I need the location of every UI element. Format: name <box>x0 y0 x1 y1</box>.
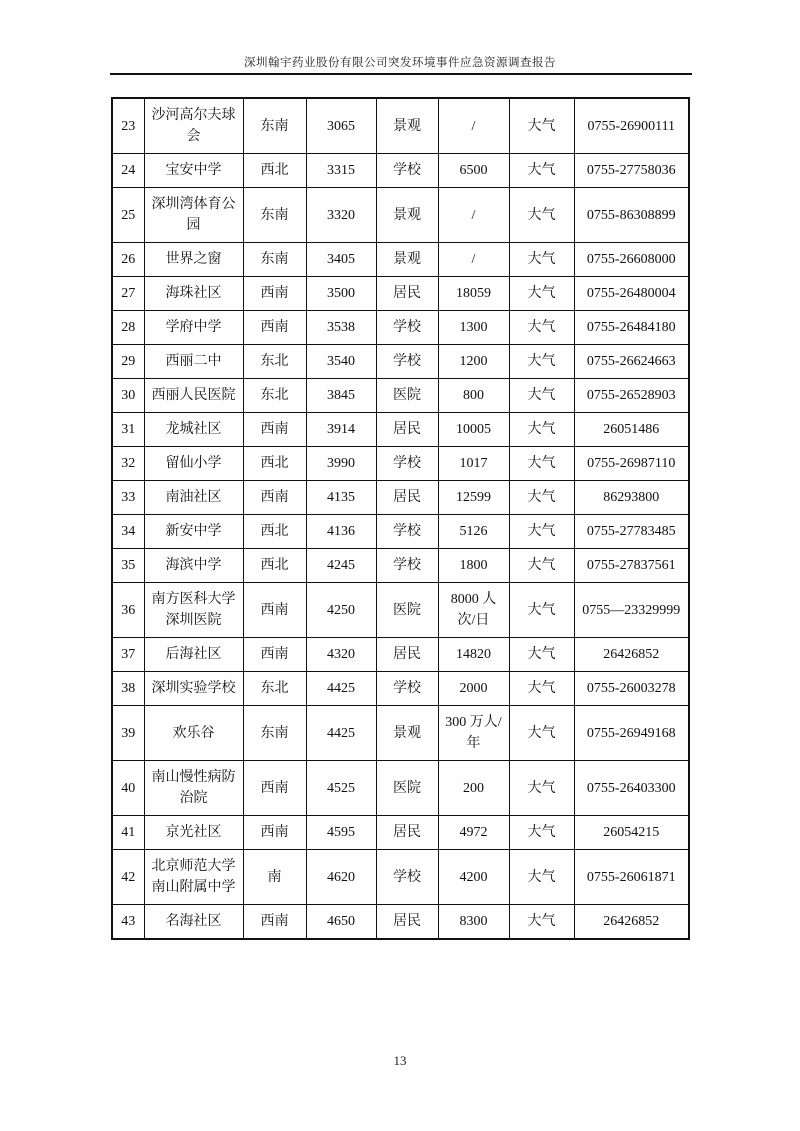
cell-direction: 西北 <box>243 515 306 549</box>
cell-no: 39 <box>112 706 144 761</box>
cell-type: 医院 <box>376 583 438 638</box>
cell-medium: 大气 <box>509 379 574 413</box>
cell-no: 42 <box>112 850 144 905</box>
cell-scale: 8000 人次/日 <box>438 583 509 638</box>
cell-phone: 0755-27783485 <box>574 515 689 549</box>
cell-scale: 18059 <box>438 277 509 311</box>
cell-name: 西丽人民医院 <box>144 379 243 413</box>
table-row <box>112 413 689 447</box>
cell-phone: 0755-26949168 <box>574 706 689 761</box>
cell-no: 36 <box>112 583 144 638</box>
cell-medium: 大气 <box>509 850 574 905</box>
cell-medium: 大气 <box>509 672 574 706</box>
cell-distance: 4135 <box>306 481 376 515</box>
cell-type: 学校 <box>376 154 438 188</box>
cell-phone: 26051486 <box>574 413 689 447</box>
cell-name: 学府中学 <box>144 311 243 345</box>
cell-no: 24 <box>112 154 144 188</box>
cell-medium: 大气 <box>509 188 574 243</box>
cell-distance: 3540 <box>306 345 376 379</box>
cell-no: 28 <box>112 311 144 345</box>
cell-type: 医院 <box>376 761 438 816</box>
cell-scale: 1800 <box>438 549 509 583</box>
cell-type: 景观 <box>376 188 438 243</box>
table-row <box>112 98 689 154</box>
cell-distance: 3065 <box>306 98 376 154</box>
cell-scale: 4972 <box>438 816 509 850</box>
table-row <box>112 379 689 413</box>
cell-direction: 东北 <box>243 379 306 413</box>
cell-name: 深圳湾体育公园 <box>144 188 243 243</box>
page-number: 13 <box>393 1053 407 1068</box>
cell-phone: 0755-27758036 <box>574 154 689 188</box>
cell-distance: 3914 <box>306 413 376 447</box>
cell-distance: 3538 <box>306 311 376 345</box>
cell-distance: 3405 <box>306 243 376 277</box>
cell-name: 龙城社区 <box>144 413 243 447</box>
header-divider <box>110 73 692 75</box>
table-row <box>112 638 689 672</box>
cell-no: 26 <box>112 243 144 277</box>
cell-no: 38 <box>112 672 144 706</box>
cell-no: 40 <box>112 761 144 816</box>
cell-scale: / <box>438 243 509 277</box>
table-row <box>112 188 689 243</box>
cell-no: 29 <box>112 345 144 379</box>
cell-distance: 4425 <box>306 706 376 761</box>
cell-name: 海滨中学 <box>144 549 243 583</box>
sensitive-targets-table <box>111 97 690 940</box>
table-row <box>112 816 689 850</box>
cell-medium: 大气 <box>509 583 574 638</box>
cell-medium: 大气 <box>509 549 574 583</box>
cell-medium: 大气 <box>509 447 574 481</box>
cell-medium: 大气 <box>509 98 574 154</box>
table-row <box>112 154 689 188</box>
cell-phone: 26426852 <box>574 638 689 672</box>
cell-medium: 大气 <box>509 481 574 515</box>
cell-direction: 西南 <box>243 583 306 638</box>
cell-no: 30 <box>112 379 144 413</box>
cell-no: 25 <box>112 188 144 243</box>
table-row <box>112 481 689 515</box>
table-row <box>112 583 689 638</box>
cell-medium: 大气 <box>509 154 574 188</box>
cell-medium: 大气 <box>509 243 574 277</box>
table-row <box>112 243 689 277</box>
cell-no: 34 <box>112 515 144 549</box>
table-row <box>112 345 689 379</box>
cell-phone: 26054215 <box>574 816 689 850</box>
cell-medium: 大气 <box>509 311 574 345</box>
cell-distance: 4620 <box>306 850 376 905</box>
cell-scale: 800 <box>438 379 509 413</box>
cell-distance: 4525 <box>306 761 376 816</box>
cell-no: 35 <box>112 549 144 583</box>
cell-name: 后海社区 <box>144 638 243 672</box>
cell-name: 南油社区 <box>144 481 243 515</box>
cell-scale: 300 万人/年 <box>438 706 509 761</box>
cell-distance: 4425 <box>306 672 376 706</box>
cell-name: 留仙小学 <box>144 447 243 481</box>
cell-scale: 4200 <box>438 850 509 905</box>
cell-no: 43 <box>112 905 144 940</box>
cell-phone: 0755-86308899 <box>574 188 689 243</box>
cell-medium: 大气 <box>509 638 574 672</box>
cell-medium: 大气 <box>509 761 574 816</box>
cell-direction: 东南 <box>243 706 306 761</box>
cell-name: 北京师范大学南山附属中学 <box>144 850 243 905</box>
cell-medium: 大气 <box>509 905 574 940</box>
cell-scale: 8300 <box>438 905 509 940</box>
cell-scale: 1017 <box>438 447 509 481</box>
cell-no: 32 <box>112 447 144 481</box>
cell-phone: 0755-26484180 <box>574 311 689 345</box>
cell-direction: 西南 <box>243 481 306 515</box>
cell-no: 37 <box>112 638 144 672</box>
table-row <box>112 515 689 549</box>
cell-type: 学校 <box>376 447 438 481</box>
cell-phone: 0755-26900111 <box>574 98 689 154</box>
cell-scale: / <box>438 188 509 243</box>
cell-type: 居民 <box>376 816 438 850</box>
cell-type: 景观 <box>376 243 438 277</box>
cell-phone: 26426852 <box>574 905 689 940</box>
cell-distance: 3990 <box>306 447 376 481</box>
cell-medium: 大气 <box>509 706 574 761</box>
cell-distance: 3500 <box>306 277 376 311</box>
cell-direction: 西北 <box>243 549 306 583</box>
table-row <box>112 706 689 761</box>
cell-direction: 西南 <box>243 413 306 447</box>
cell-type: 景观 <box>376 706 438 761</box>
cell-name: 南山慢性病防治院 <box>144 761 243 816</box>
cell-scale: 200 <box>438 761 509 816</box>
cell-scale: 12599 <box>438 481 509 515</box>
cell-type: 学校 <box>376 311 438 345</box>
cell-phone: 0755-26480004 <box>574 277 689 311</box>
cell-name: 海珠社区 <box>144 277 243 311</box>
cell-name: 欢乐谷 <box>144 706 243 761</box>
table-row <box>112 850 689 905</box>
cell-type: 居民 <box>376 481 438 515</box>
cell-distance: 3320 <box>306 188 376 243</box>
cell-direction: 西南 <box>243 638 306 672</box>
cell-direction: 东南 <box>243 98 306 154</box>
cell-medium: 大气 <box>509 515 574 549</box>
cell-type: 学校 <box>376 515 438 549</box>
cell-distance: 4320 <box>306 638 376 672</box>
cell-type: 居民 <box>376 905 438 940</box>
cell-name: 世界之窗 <box>144 243 243 277</box>
cell-scale: 6500 <box>438 154 509 188</box>
cell-distance: 4245 <box>306 549 376 583</box>
cell-name: 深圳实验学校 <box>144 672 243 706</box>
cell-direction: 西北 <box>243 447 306 481</box>
cell-scale: 2000 <box>438 672 509 706</box>
cell-medium: 大气 <box>509 413 574 447</box>
cell-type: 学校 <box>376 549 438 583</box>
cell-medium: 大气 <box>509 345 574 379</box>
cell-no: 41 <box>112 816 144 850</box>
cell-direction: 东北 <box>243 345 306 379</box>
cell-no: 23 <box>112 98 144 154</box>
table-row <box>112 549 689 583</box>
cell-direction: 西南 <box>243 311 306 345</box>
cell-distance: 4595 <box>306 816 376 850</box>
cell-direction: 西南 <box>243 277 306 311</box>
cell-scale: 1200 <box>438 345 509 379</box>
cell-direction: 南 <box>243 850 306 905</box>
table-row <box>112 447 689 481</box>
cell-direction: 东北 <box>243 672 306 706</box>
cell-type: 学校 <box>376 345 438 379</box>
cell-direction: 东南 <box>243 243 306 277</box>
cell-phone: 0755-26061871 <box>574 850 689 905</box>
cell-phone: 0755-27837561 <box>574 549 689 583</box>
cell-scale: 5126 <box>438 515 509 549</box>
cell-distance: 3845 <box>306 379 376 413</box>
cell-direction: 西南 <box>243 816 306 850</box>
cell-scale: 14820 <box>438 638 509 672</box>
cell-name: 名海社区 <box>144 905 243 940</box>
cell-name: 京光社区 <box>144 816 243 850</box>
cell-scale: 10005 <box>438 413 509 447</box>
cell-no: 27 <box>112 277 144 311</box>
cell-no: 33 <box>112 481 144 515</box>
cell-name: 沙河高尔夫球会 <box>144 98 243 154</box>
cell-phone: 0755-26003278 <box>574 672 689 706</box>
cell-type: 景观 <box>376 98 438 154</box>
cell-name: 南方医科大学深圳医院 <box>144 583 243 638</box>
cell-phone: 0755-26987110 <box>574 447 689 481</box>
table-row <box>112 761 689 816</box>
cell-direction: 西南 <box>243 905 306 940</box>
cell-phone: 0755-26608000 <box>574 243 689 277</box>
cell-distance: 4650 <box>306 905 376 940</box>
cell-type: 学校 <box>376 850 438 905</box>
cell-phone: 0755-26403300 <box>574 761 689 816</box>
cell-direction: 西北 <box>243 154 306 188</box>
cell-scale: / <box>438 98 509 154</box>
cell-type: 居民 <box>376 277 438 311</box>
table-row <box>112 277 689 311</box>
table-row <box>112 905 689 940</box>
cell-distance: 3315 <box>306 154 376 188</box>
cell-distance: 4250 <box>306 583 376 638</box>
page-header-title: 深圳翰宇药业股份有限公司突发环境事件应急资源调查报告 <box>244 57 556 69</box>
cell-name: 西丽二中 <box>144 345 243 379</box>
cell-phone: 0755-26624663 <box>574 345 689 379</box>
cell-medium: 大气 <box>509 816 574 850</box>
cell-type: 居民 <box>376 638 438 672</box>
table-row <box>112 672 689 706</box>
cell-no: 31 <box>112 413 144 447</box>
cell-name: 新安中学 <box>144 515 243 549</box>
cell-phone: 86293800 <box>574 481 689 515</box>
cell-medium: 大气 <box>509 277 574 311</box>
cell-direction: 西南 <box>243 761 306 816</box>
cell-distance: 4136 <box>306 515 376 549</box>
cell-phone: 0755-26528903 <box>574 379 689 413</box>
cell-name: 宝安中学 <box>144 154 243 188</box>
cell-direction: 东南 <box>243 188 306 243</box>
cell-type: 居民 <box>376 413 438 447</box>
table-row <box>112 311 689 345</box>
cell-phone: 0755—23329999 <box>574 583 689 638</box>
cell-type: 学校 <box>376 672 438 706</box>
cell-type: 医院 <box>376 379 438 413</box>
cell-scale: 1300 <box>438 311 509 345</box>
